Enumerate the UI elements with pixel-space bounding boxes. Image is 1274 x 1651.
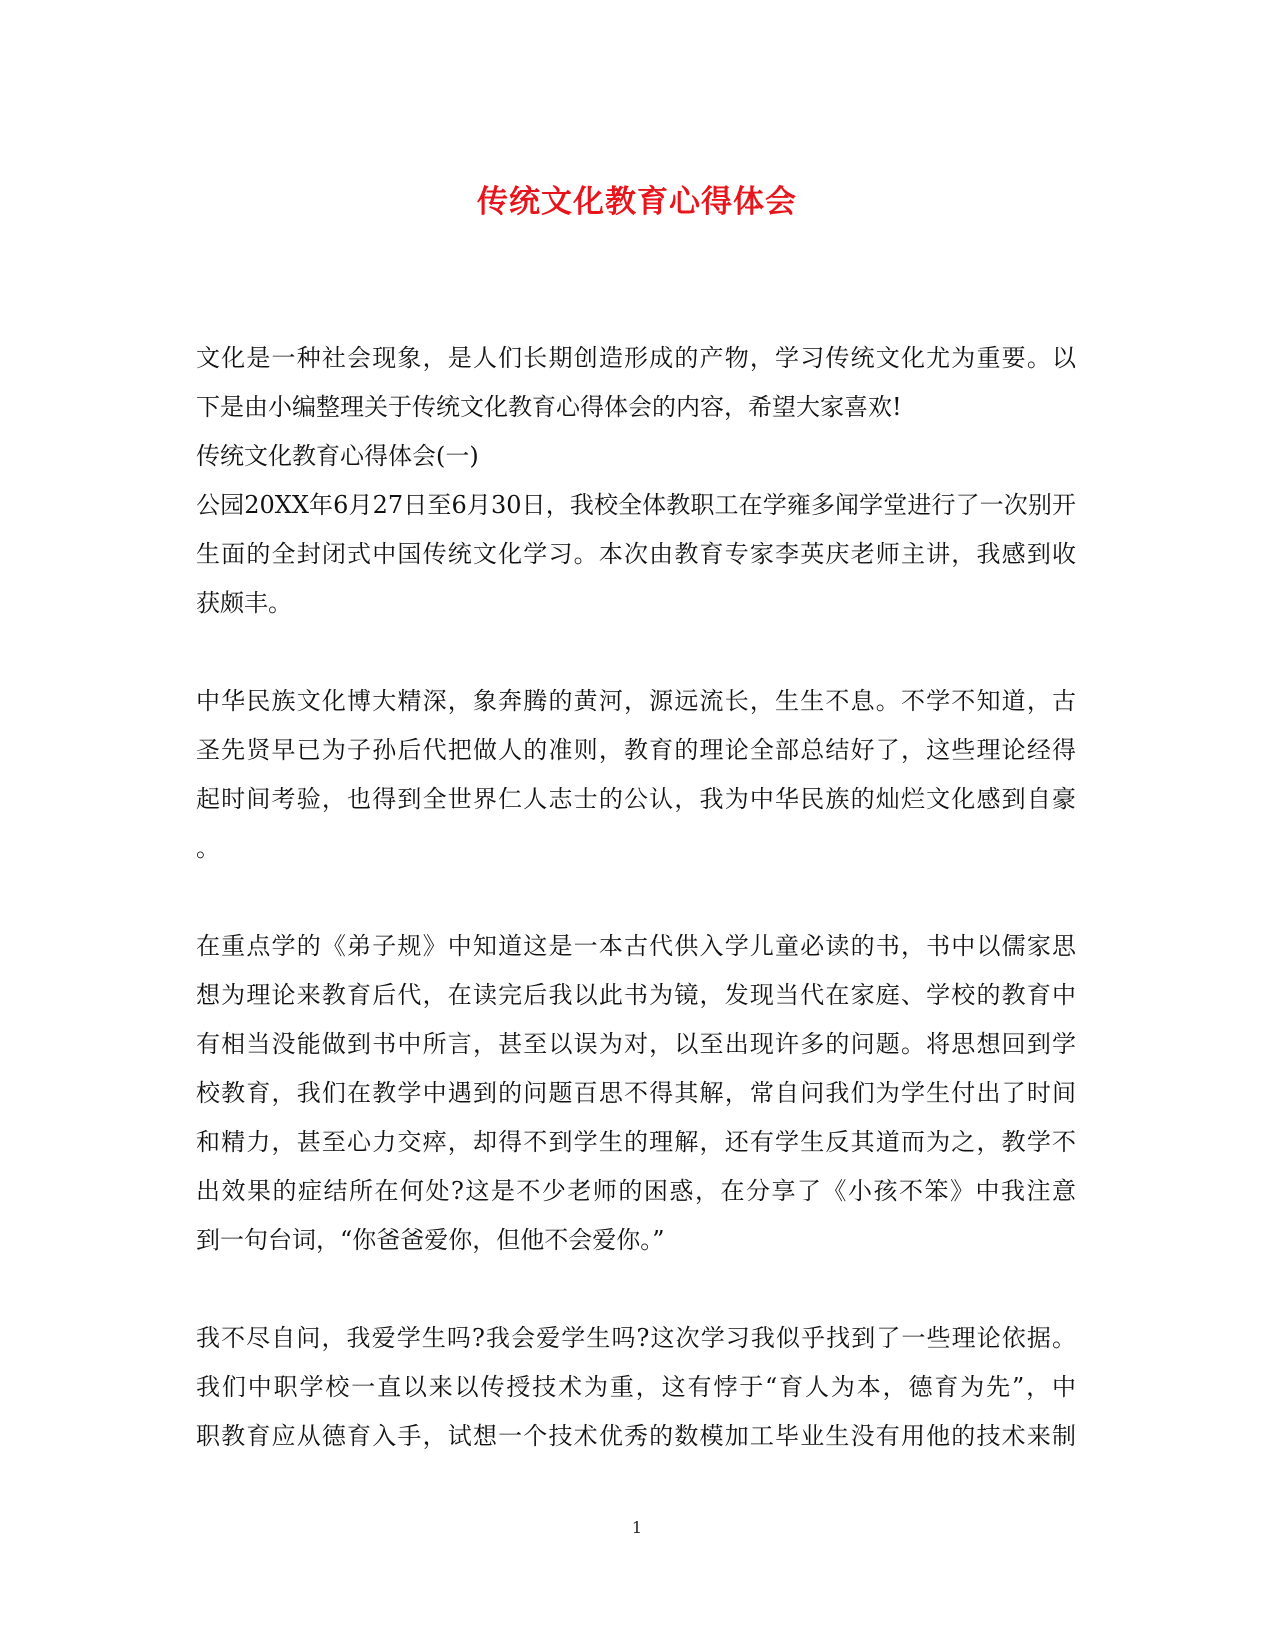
text-line: 和精力，甚至心力交瘁，却得不到学生的理解，还有学生反其道而为之，教学不 xyxy=(196,1128,1076,1156)
text-line: 下是由小编整理关于传统文化教育心得体会的内容，希望大家喜欢! xyxy=(196,393,902,421)
text-line: 圣先贤早已为子孙后代把做人的准则，教育的理论全部总结好了，这些理论经得 xyxy=(196,736,1076,764)
text-line: 校教育，我们在教学中遇到的问题百思不得其解，常自问我们为学生付出了时间 xyxy=(196,1079,1076,1107)
paragraph-gap xyxy=(196,628,1076,677)
text-line: 职教育应从德育入手，试想一个技术优秀的数模加工毕业生没有用他的技术来制 xyxy=(196,1422,1076,1450)
text-line: 获颇丰。 xyxy=(196,589,292,617)
text-line: 我们中职学校一直以来以传授技术为重，这有悖于“育人为本，德育为先”，中 xyxy=(196,1373,1076,1401)
document-title: 传统文化教育心得体会 xyxy=(477,184,797,220)
text-line: 有相当没能做到书中所言，甚至以误为对，以至出现许多的问题。将思想回到学 xyxy=(196,1030,1076,1058)
text-line: 在重点学的《弟子规》中知道这是一本古代供入学儿童必读的书，书中以儒家思 xyxy=(196,932,1076,960)
text-line: 传统文化教育心得体会(一) xyxy=(196,442,479,470)
text-line: 出效果的症结所在何处?这是不少老师的困惑，在分享了《小孩不笨》中我注意 xyxy=(196,1177,1076,1205)
page-number: 1 xyxy=(631,1518,643,1537)
text-line: 。 xyxy=(196,834,220,862)
text-line: 生面的全封闭式中国传统文化学习。本次由教育专家李英庆老师主讲，我感到收 xyxy=(196,540,1076,568)
document-body xyxy=(196,334,1076,1461)
text-line: 公园20XX年6月27日至6月30日，我校全体教职工在学雍多闻学堂进行了一次别开 xyxy=(196,491,1076,519)
text-line: 中华民族文化博大精深，象奔腾的黄河，源远流长，生生不息。不学不知道，古 xyxy=(196,687,1076,715)
text-line: 文化是一种社会现象，是人们长期创造形成的产物，学习传统文化尤为重要。以 xyxy=(196,344,1076,372)
paragraph-gap xyxy=(196,873,1076,922)
text-line: 到一句台词，“你爸爸爱你，但他不会爱你。” xyxy=(196,1226,665,1254)
text-line: 想为理论来教育后代，在读完后我以此书为镜，发现当代在家庭、学校的教育中 xyxy=(196,981,1076,1009)
text-line: 我不尽自问，我爱学生吗?我会爱学生吗?这次学习我似乎找到了一些理论依据。 xyxy=(196,1324,1076,1352)
paragraph-gap xyxy=(196,1265,1076,1314)
text-line: 起时间考验，也得到全世界仁人志士的公认，我为中华民族的灿烂文化感到自豪 xyxy=(196,785,1076,813)
